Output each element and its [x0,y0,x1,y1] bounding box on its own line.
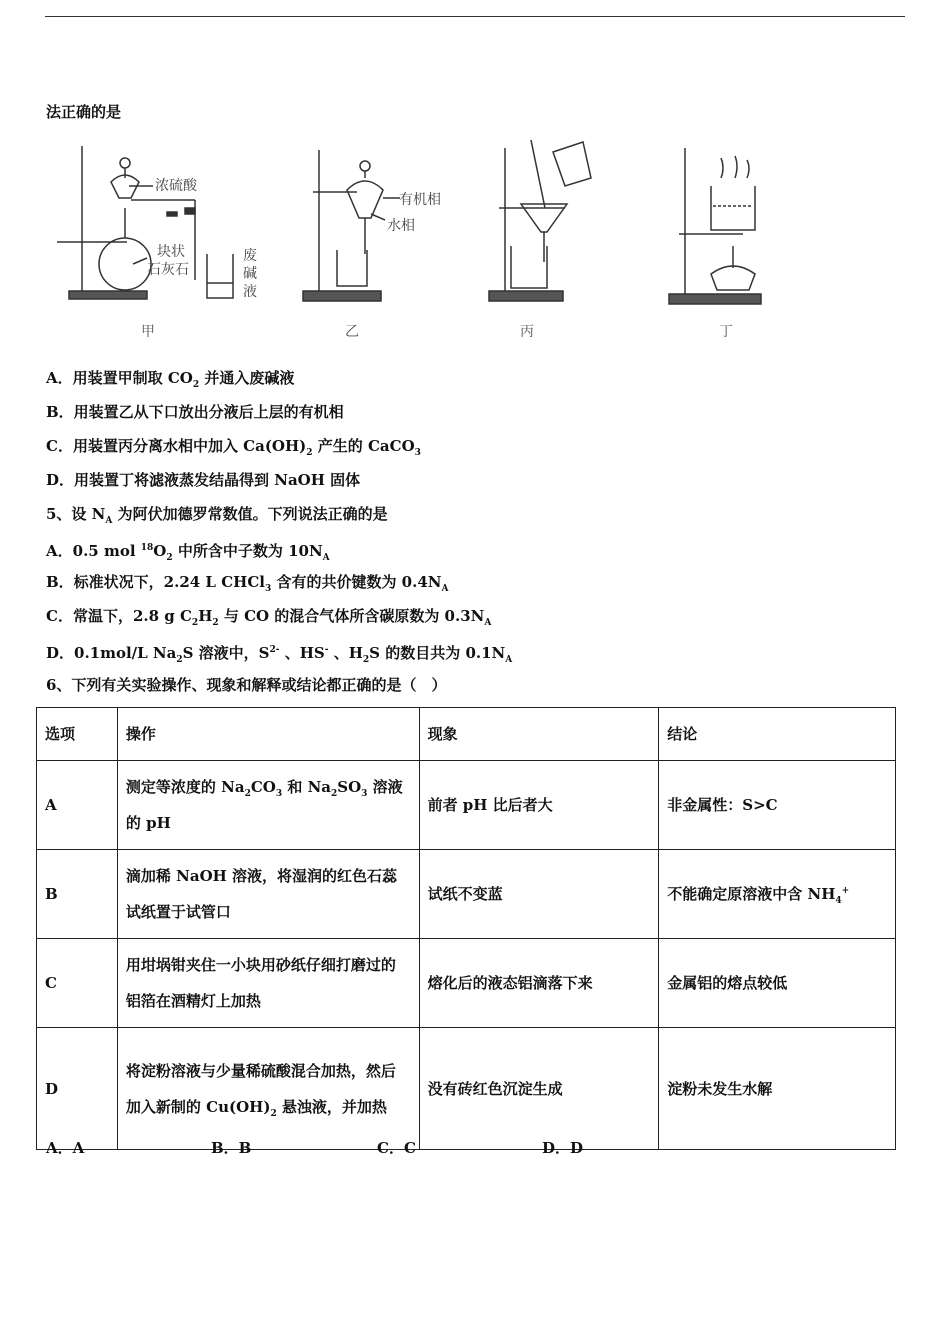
row-d-phenomenon: 没有砖红色沉淀生成 [419,1028,659,1150]
row-a-operation: 测定等浓度的 $Na_2CO_3$ 和 $Na_2SO_3$ 溶液的 pH [117,761,419,850]
figure-label-yi: 乙 [345,324,359,340]
label-limestone-2: 石灰石 [147,262,189,278]
label-organic-phase: 有机相 [399,192,441,208]
row-b-conclusion: 不能确定原溶液中含 $NH_4^+$ [659,850,896,939]
row-a-phenomenon: 前者 pH 比后者大 [419,761,659,850]
q5-option-c: C．常温下，2.8 g $C_2H_2$ 与 CO 的混合气体所含碳原数为 $0.3N_A$ [46,607,492,628]
q5-option-a: A．0.5 mol $^{18}O_2$ 中所含中子数为 $10N_A$ [46,542,330,563]
header-phenomenon: 现象 [419,708,659,761]
row-d-operation: 将淀粉溶液与少量稀硫酸混合加热，然后加入新制的 $Cu(OH)_2$ 悬浊液，并加热 [117,1028,419,1150]
row-b-operation: 滴加稀 NaOH 溶液，将湿润的红色石蕊试纸置于试管口 [117,850,419,939]
row-c-conclusion: 金属铝的熔点较低 [659,939,896,1028]
q5-option-d: D．0.1mol/L $Na_2S$ 溶液中，$S^{2-}$ 、HS- 、$H_2S$ 的数目共为 $0.1N_A$ [46,644,513,665]
table-row [37,939,896,1028]
q4-option-a: A．用装置甲制取 $CO_2$ 并通入废碱液 [46,369,295,390]
header-conclusion: 结论 [659,708,896,761]
row-c-phenomenon: 熔化后的液态铝滴落下来 [419,939,659,1028]
label-waste-1: 废 [243,248,257,264]
figure-label-ding: 丁 [719,324,733,340]
label-conc-sulfuric: 浓硫酸 [155,178,197,194]
question-intro: 法正确的是 [46,103,122,121]
label-waste-2: 碱 [243,266,257,282]
row-d-conclusion: 淀粉未发生水解 [659,1028,896,1150]
row-b-phenomenon: 试纸不变蓝 [419,850,659,939]
q5-stem: 5、设 $N_A$ 为阿伏加德罗常数值。下列说法正确的是 [46,505,388,526]
header-rule [45,16,905,17]
header-operation: 操作 [117,708,419,761]
figure-label-jia: 甲 [141,324,155,340]
row-a-option: A [37,761,118,850]
q4-option-d: D．用装置丁将滤液蒸发结晶得到 NaOH 固体 [46,471,361,489]
table-row [37,761,896,850]
label-limestone-1: 块状 [157,244,185,260]
row-c-operation: 用坩埚钳夹住一小块用砂纸仔细打磨过的铝箔在酒精灯上加热 [117,939,419,1028]
answer-c[interactable]: C．C [377,1139,416,1157]
apparatus-yi [303,150,400,301]
row-c-option: C [37,939,118,1028]
answer-d[interactable]: D．D [542,1139,584,1157]
row-d-option: D [37,1028,118,1150]
table-row [37,1028,896,1150]
header-option: 选项 [37,708,118,761]
q4-option-b: B．用装置乙从下口放出分液后上层的有机相 [46,403,344,421]
apparatus-jia [57,146,233,299]
row-b-option: B [37,850,118,939]
label-aqueous-phase: 水相 [387,218,415,234]
apparatus-ding [669,148,761,304]
answer-a[interactable]: A．A [46,1139,85,1157]
table-row [37,850,896,939]
q4-option-c: C．用装置丙分离水相中加入 $Ca(OH)_2$ 产生的 CaCO$_3$ [46,437,421,458]
figure-label-bing: 丙 [520,324,534,340]
label-waste-3: 液 [243,284,257,300]
q6-stem: 6、下列有关实验操作、现象和解释或结论都正确的是（ ） [46,676,447,694]
q5-option-b: B．标准状况下，2.24 L CHCl$_3$ 含有的共价键数为 $0.4N_A$ [46,573,449,594]
answer-b[interactable]: B．B [211,1139,252,1157]
row-a-conclusion: 非金属性：S>C [659,761,896,850]
table-header-row [37,708,896,761]
q6-table [36,707,896,1150]
apparatus-figure [45,138,785,348]
apparatus-bing [489,140,591,301]
